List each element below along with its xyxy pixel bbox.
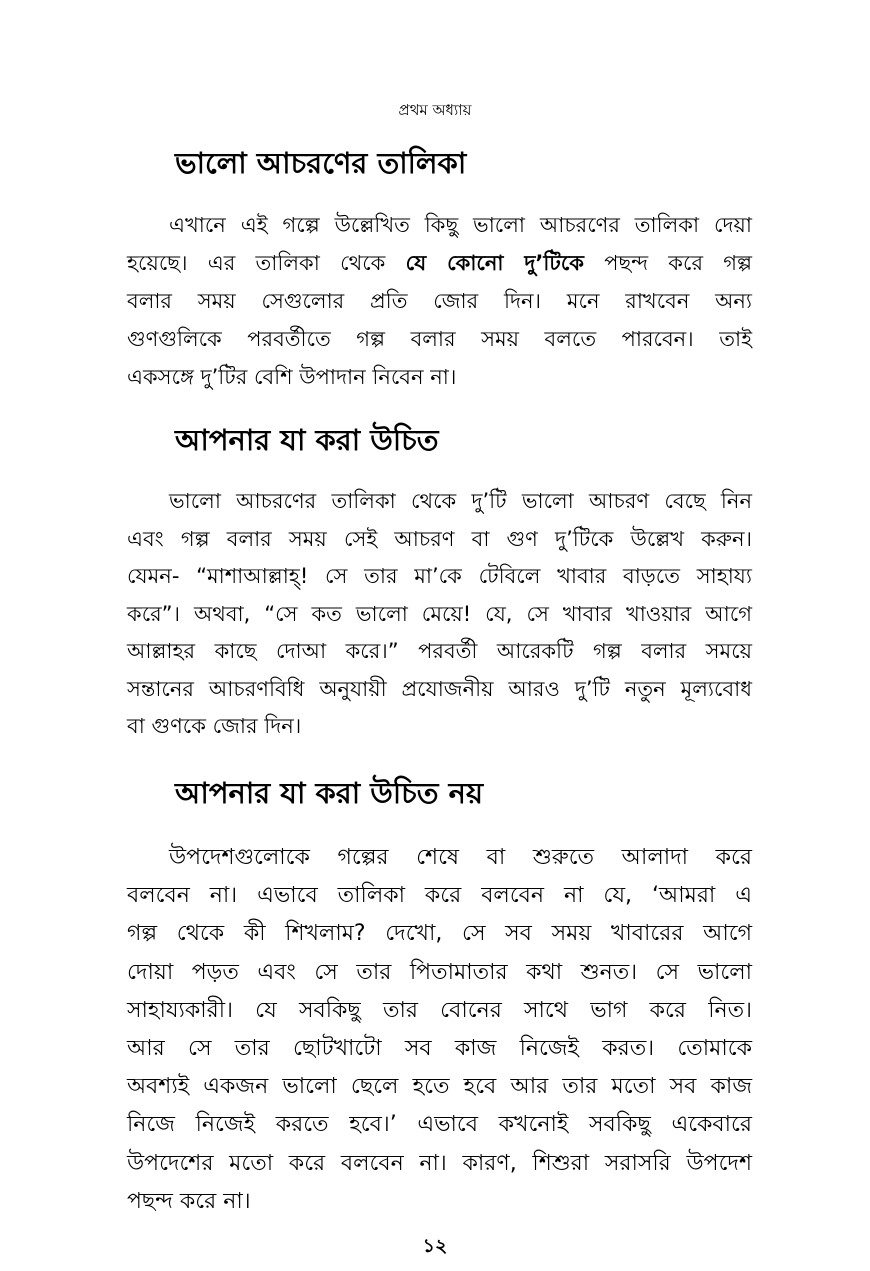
- section-heading-what-not-to-do: আপনার যা করা উচিত নয়: [175, 776, 484, 810]
- line-text: পছন্দ করে গল্প: [583, 251, 753, 275]
- paragraph-line: বলার সময় সেগুলোর প্রতি জোর দিন। মনে রাখবেন অন্য: [127, 289, 752, 313]
- section-heading-good-behaviour-list: ভালো আচরণের তালিকা: [175, 146, 467, 180]
- paragraph-line: আল্লাহর কাছে দোআ করে।” পরবর্তী আরেকটি গল্প বলার সময়ে: [127, 639, 752, 663]
- paragraph-line: সাহায্যকারী। যে সবকিছু তার বোনের সাথে ভাগ করে নিত।: [127, 997, 752, 1023]
- paragraph-line: আর সে তার ছোটখাটো সব কাজ নিজেই করত। তোমাকে: [127, 1035, 752, 1061]
- paragraph-line: উপদেশের মতো করে বলবেন না। কারণ, শিশুরা সরাসরি উপদেশ: [127, 1150, 752, 1176]
- line-text: হয়েছে। এর তালিকা থেকে: [127, 251, 406, 275]
- page-number: ১২: [422, 1235, 448, 1257]
- paragraph-line: গল্প থেকে কী শিখলাম? দেখো, সে সব সময় খাবারের আগে: [127, 921, 752, 947]
- paragraph-line: যেমন- “মাশাআল্লাহ্! সে তার মা’কে টেবিলে খাবার বাড়তে সাহায্য: [127, 564, 752, 588]
- paragraph-line: একসঙ্গে দু’টির বেশি উপাদান নিবেন না।: [127, 365, 457, 389]
- paragraph-line: পছন্দ করে না।: [127, 1188, 251, 1214]
- section-paragraph-what-to-do: [127, 483, 752, 746]
- section-heading-what-to-do: আপনার যা করা উচিত: [175, 423, 439, 457]
- section-paragraph-what-not-to-do: [127, 839, 752, 1221]
- paragraph-line: দোয়া পড়ত এবং সে তার পিতামাতার কথা শুনত। সে ভালো: [127, 959, 752, 985]
- paragraph-line: উপদেশগুলোকে গল্পের শেষে বা শুরুতে আলাদা করে: [169, 845, 752, 870]
- paragraph-line: গুণগুলিকে পরবর্তীতে গল্প বলার সময় বলতে পারবেন। তাই: [127, 327, 752, 351]
- paragraph-line: বা গুণকে জোর দিন।: [127, 714, 302, 738]
- running-header: প্রথম অধ্যায়: [398, 101, 472, 119]
- paragraph-line: [127, 244, 752, 282]
- paragraph-line: ভালো আচরণের তালিকা থেকে দু’টি ভালো আচরণ বেছে নিন: [169, 489, 752, 513]
- paragraph-line: অবশ্যই একজন ভালো ছেলে হতে হবে আর তার মতো সব কাজ: [127, 1074, 752, 1100]
- paragraph-line: নিজে নিজেই করতে হবে।’ এভাবে কখনোই সবকিছু একেবারে: [127, 1112, 752, 1138]
- paragraph-line: এবং গল্প বলার সময় সেই আচরণ বা গুণ দু’টিকে উল্লেখ করুন।: [127, 526, 752, 551]
- paragraph-line: সন্তানের আচরণবিধি অনুযায়ী প্রযোজনীয় আরও দু’টি নতুন মূল্যবোধ: [127, 676, 752, 701]
- emphasis-text: যে কোনো দু’টিকে: [405, 251, 584, 275]
- paragraph-line: করে”। অথবা, “সে কত ভালো মেয়ে! যে, সে খাবার খাওয়ার আগে: [127, 601, 752, 626]
- paragraph-line: এখানে এই গল্পে উল্লেখিত কিছু ভালো আচরণের তালিকা দেয়া: [169, 213, 752, 237]
- paragraph-line: বলবেন না। এভাবে তালিকা করে বলবেন না যে, ‘আমরা এ: [127, 883, 752, 909]
- section-paragraph-good-behaviour-list: [127, 206, 752, 396]
